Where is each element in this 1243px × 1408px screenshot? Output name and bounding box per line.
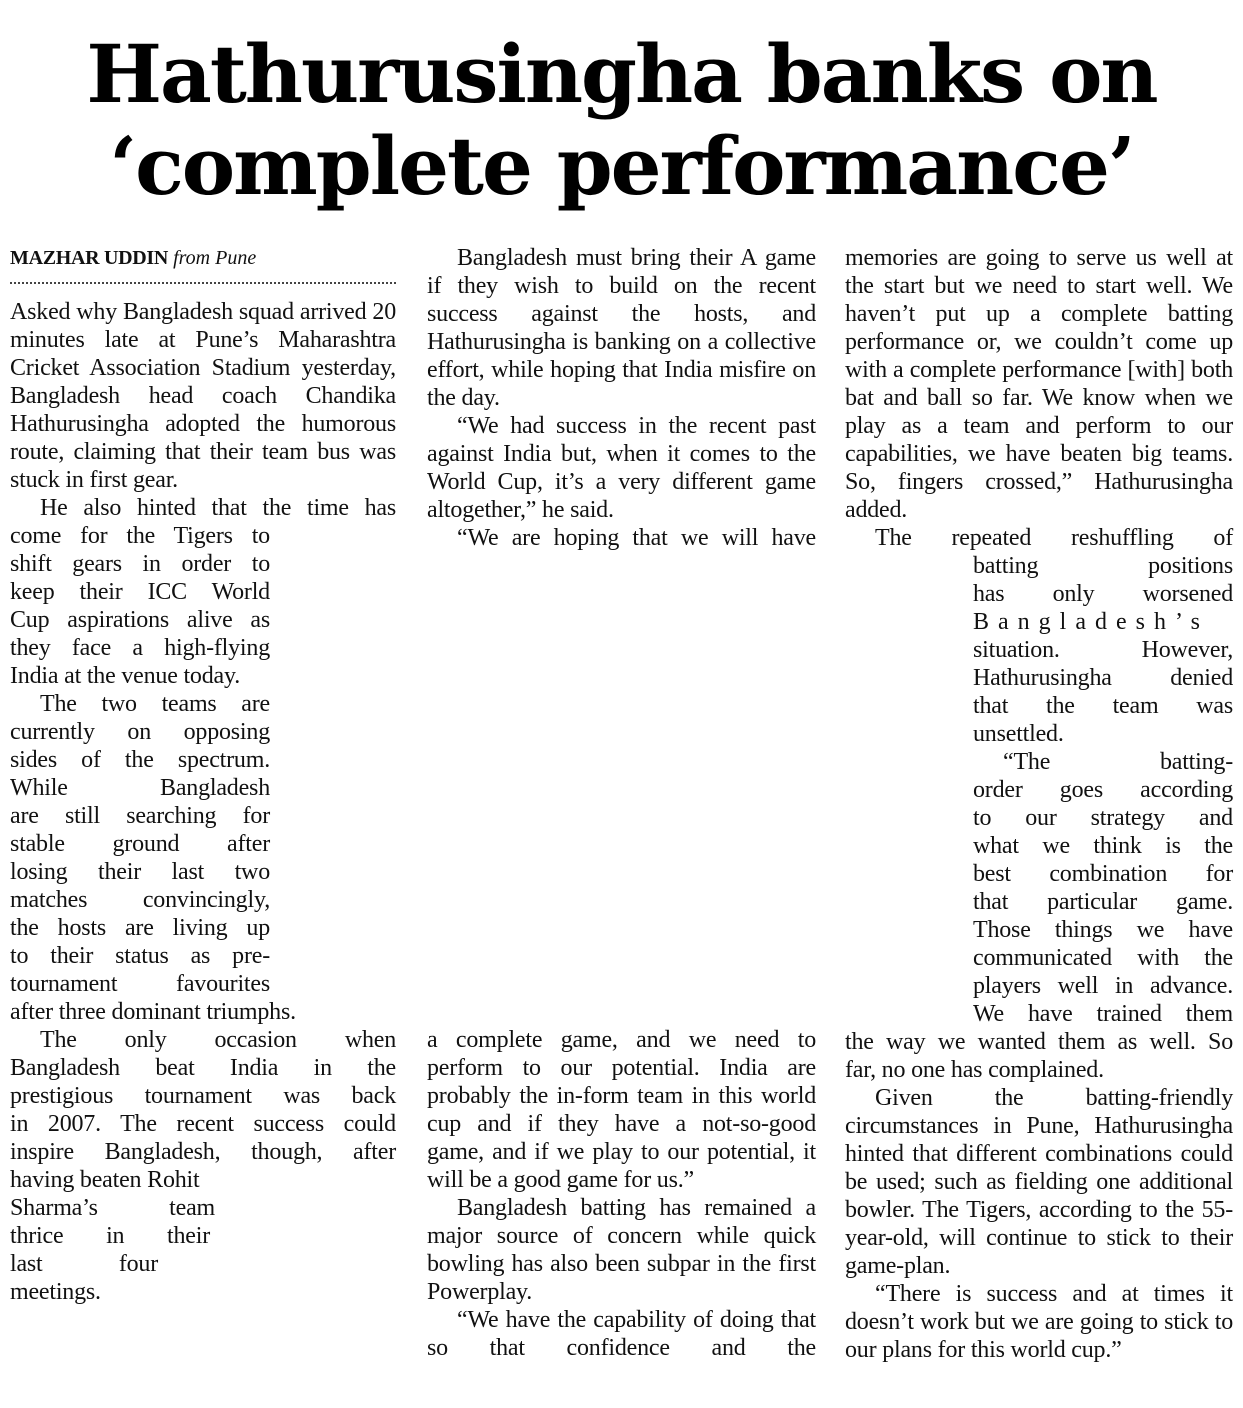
- text-line: best combination for: [973, 861, 1233, 887]
- text-line: far, no one has complained.: [845, 1057, 1104, 1083]
- paragraph: “There is success and at times it doesn’t work but we are going to stick to our plans for this world cup.”: [845, 1281, 1233, 1363]
- text-line: to their status as pre-: [10, 943, 270, 969]
- text-line: situation. However,: [973, 637, 1233, 663]
- text-line: keep their ICC World: [10, 579, 270, 605]
- text-line: prestigious tournament was back: [10, 1083, 396, 1109]
- paragraph: [845, 748, 1233, 1084]
- article-column-1: [10, 298, 396, 1306]
- paragraph: [10, 1026, 396, 1306]
- text-line: The two teams are: [40, 691, 270, 717]
- paragraph: [845, 524, 1233, 748]
- text-line: that particular game.: [973, 889, 1233, 915]
- paragraph: “We had success in the recent past against India but, when it comes to the World Cup, it’s a very different game altogether,” he said.: [427, 413, 816, 523]
- text-line: that the team was: [973, 693, 1233, 719]
- text-line: Hathurusingha denied: [973, 665, 1233, 691]
- text-line: We have trained them: [973, 1001, 1233, 1027]
- text-line: last four: [10, 1251, 158, 1277]
- text-line: India at the venue today.: [10, 663, 241, 689]
- paragraph: Given the batting-friendly circumstances in Pune, Hathurusingha hinted that different combinations could be used; such as fielding one additional bowler. The Tigers, according to the 55-year-old, will continue to stick to their game-plan.: [845, 1085, 1233, 1279]
- text-line: shift gears in order to: [10, 551, 270, 577]
- text-line: what we think is the: [973, 833, 1233, 859]
- text-line: sides of the spectrum.: [10, 747, 270, 773]
- byline: [10, 246, 396, 272]
- paragraph: [10, 690, 396, 1026]
- paragraph-continued: a complete game, and we need to perform to our potential. India are probably the in-form team in this world cup and if they have a not-so-good game, and if we play to our potential, it will be a good game for us.”: [427, 1027, 816, 1193]
- byline-location: from Pune: [173, 247, 257, 269]
- article-column-3: [845, 244, 1233, 1364]
- text-line: are still searching for: [10, 803, 270, 829]
- text-line: The only occasion when: [40, 1027, 396, 1053]
- text-line: Bangladesh beat India in the: [10, 1055, 396, 1081]
- text-line: The repeated reshuffling of: [875, 525, 1233, 551]
- text-line: “The batting-: [1003, 749, 1233, 775]
- text-line: losing their last two: [10, 859, 270, 885]
- text-line: Bangladesh’s: [973, 609, 1209, 635]
- text-line: to our strategy and: [973, 805, 1233, 831]
- text-line: after three dominant triumphs.: [10, 999, 296, 1025]
- text-line: players well in advance.: [973, 973, 1233, 999]
- paragraph: Bangladesh must bring their A game if they wish to build on the recent success against the hosts, and Hathurusingha is banking on a collective effort, while hoping that India misfire on the day.: [427, 245, 816, 411]
- article-column-2-top: [427, 244, 816, 552]
- text-line: has only worsened: [973, 581, 1233, 607]
- article-column-2-bottom: [427, 1026, 816, 1362]
- text-line: having beaten Rohit: [10, 1167, 200, 1193]
- text-line: batting positions: [973, 553, 1233, 579]
- text-line: While Bangladesh: [10, 775, 270, 801]
- text-line: Cup aspirations alive as: [10, 607, 270, 633]
- byline-author: MAZHAR UDDIN: [10, 247, 169, 269]
- text-line: in 2007. The recent success could: [10, 1111, 396, 1137]
- text-line: they face a high-flying: [10, 635, 270, 661]
- text-line: matches convincingly,: [10, 887, 270, 913]
- text-line: unsettled.: [973, 721, 1064, 747]
- text-line: the hosts are living up: [10, 915, 270, 941]
- byline-divider: [10, 282, 396, 284]
- text-line: thrice in their: [10, 1223, 210, 1249]
- paragraph-start: [427, 524, 816, 552]
- text-line: “We are hoping that we will have: [457, 525, 816, 551]
- paragraph: Bangladesh batting has remained a major source of concern while quick bowling has also been subpar in the first Powerplay.: [427, 1195, 816, 1305]
- text-line: come for the Tigers to: [10, 523, 270, 549]
- text-line: stable ground after: [10, 831, 270, 857]
- text-line: He also hinted that the time has: [40, 495, 396, 521]
- headline-line-2: ‘complete performance’: [109, 119, 1134, 213]
- text-line: Those things we have: [973, 917, 1233, 943]
- text-line: tournament favourites: [10, 971, 270, 997]
- headline-line-1: Hathurusingha banks on: [86, 27, 1157, 121]
- text-line: meetings.: [10, 1279, 101, 1305]
- paragraph-continued: memories are going to serve us well at the start but we need to start well. We haven’t put up a complete batting performance or, we couldn’t come up with a complete performance [with] both bat and ball so far. We know when we play as a team and perform to our capabilities, we have beaten big teams. So, fingers crossed,” Hathurusingha added.: [845, 245, 1233, 523]
- text-line: the way we wanted them as well. So: [845, 1029, 1233, 1055]
- text-line: communicated with the: [973, 945, 1233, 971]
- paragraph: “We have the capability of doing that so that confidence and the: [427, 1307, 816, 1361]
- text-line: Sharma’s team: [10, 1195, 215, 1221]
- paragraph: Asked why Bangladesh squad arrived 20 minutes late at Pune’s Maharashtra Cricket Association Stadium yesterday, Bangladesh head coach Chandika Hathurusingha adopted the humorous route, claiming that their team bus was stuck in first gear.: [10, 299, 396, 493]
- text-line: order goes according: [973, 777, 1233, 803]
- paragraph: [10, 494, 396, 690]
- text-line: inspire Bangladesh, though, after: [10, 1139, 396, 1165]
- headline: [0, 28, 1243, 212]
- text-line: currently on opposing: [10, 719, 270, 745]
